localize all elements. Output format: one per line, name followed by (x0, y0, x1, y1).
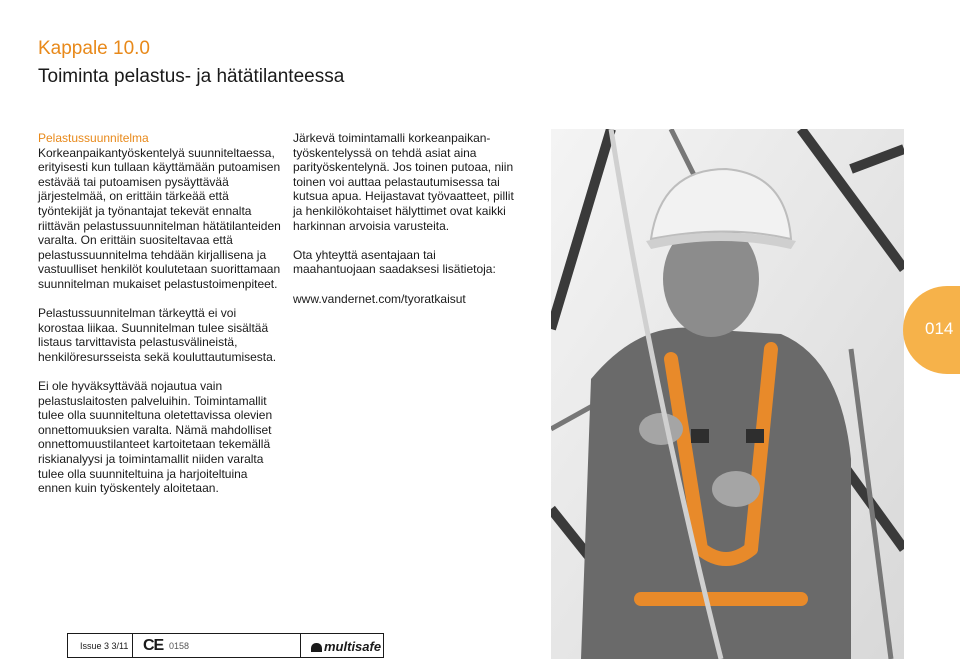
logo-text: multisafe (324, 639, 382, 654)
footer-divider (300, 634, 301, 657)
paragraph-plan-importance: Pelastussuunnitelman tärkeyttä ei voi korostaa liikaa. Suunnitelman tulee sisältää listaus tarvittavista pelastusvälineistä, henkilöresursseista sekä kouluttautumisesta. (38, 306, 277, 364)
website-link[interactable]: www.vandernet.com/tyoratkaisut (293, 291, 466, 306)
worker-photo (551, 129, 904, 659)
page-number: 014 (925, 319, 954, 338)
paragraph-contact: Ota yhteyttä asentajaan tai maahantuojaan saadaksesi lisätietoja: (293, 247, 496, 277)
paragraph-rescue-plan: Korkeanpaikantyöskentelyä suunniteltaessa, erityisesti kun tullaan käyttämään putoamisen estävää tai putoamisen pysäyttävää järjestelmää, on erittäin tärkeää että työntekijät ja työnantajat tekevät ennalta riittävän pelastussuunnitelman hätätilanteiden varalta. On erittäin suositeltavaa että pelastussuunnitelma tehdään kirjallisena ja vastuulliset henkilöt koulutetaan suorittamaan suunnitelman mukaiset pelastustoimenpiteet. (38, 145, 281, 291)
issue-label: Issue 3 3/11 (80, 641, 129, 651)
footer-divider (132, 634, 133, 657)
page-number-tab (903, 286, 960, 374)
footer-bar (67, 633, 384, 658)
paragraph-rescue-services: Ei ole hyväksyttävää nojautua vain pelastuslaitosten palveluihin. Toimintamallit tulee olla suunniteltuna oletettavissa olevien onnettomuuksien varalta. Nämä mahdolliset onnettomuustilanteet kartoitetaan tekemällä riskianalyysi ja toimintamallit niiden varalta tulee olla suunniteltuina ja harjoiteltuina ennen kuin työskentely aloitetaan. (38, 379, 273, 496)
text-column-right (293, 131, 518, 306)
multisafe-logo-icon (311, 639, 381, 654)
paragraph-pair-work: Järkevä toimintamalli korkeanpaikan-työskentelyssä on tehdä asiat aina parityöskentelynä. Jos toinen putoaa, niin toinen voi auttaa pelastautumisessa tai kutsua apua. Heijastavat työvaatteet, pillit ja henkilökohtaiset hälyttimet ovat kaikki harkinnan arvoisia varusteita. (293, 131, 514, 233)
ce-number: 0158 (169, 641, 190, 651)
section-heading: Pelastussuunnitelma (38, 131, 149, 145)
page-title: Toiminta pelastus- ja hätätilanteessa (38, 66, 345, 87)
ce-mark-icon: CE (143, 637, 164, 654)
chapter-label: Kappale 10.0 (38, 38, 150, 59)
text-column-left (38, 131, 283, 496)
